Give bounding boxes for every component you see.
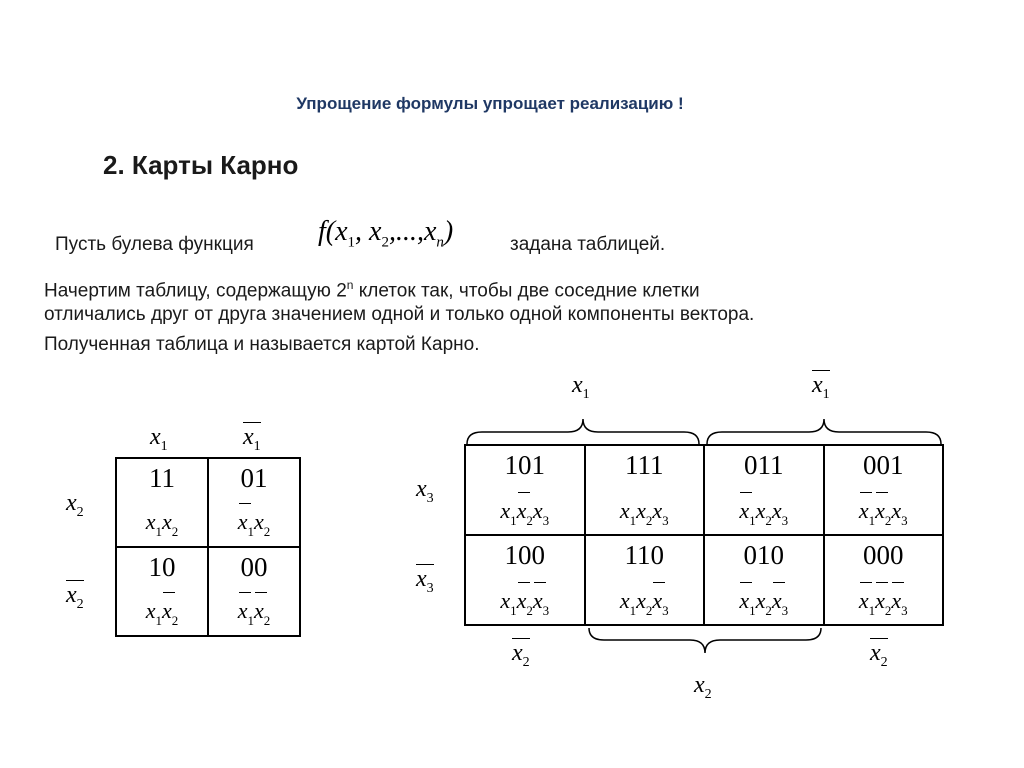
large-cell-010 bbox=[704, 535, 824, 625]
large-group-label-not-x1: $x_1$ bbox=[812, 372, 830, 402]
small-cell-10 bbox=[116, 547, 208, 636]
large-cell-code: 100 bbox=[504, 540, 545, 570]
large-cell-term: $x_1x_2$ $x_3$ bbox=[586, 588, 704, 617]
brace-bottom-x2 bbox=[588, 626, 822, 656]
small-cell-11 bbox=[116, 458, 208, 547]
small-row-label-x2: $x_2$ bbox=[66, 490, 84, 520]
large-cell-100 bbox=[465, 535, 585, 625]
small-map-grid bbox=[115, 457, 301, 637]
large-cell-code: 001 bbox=[863, 450, 904, 480]
large-cell-term: $x_1$ $x_2x_3$ bbox=[466, 498, 584, 527]
large-cell-term: $x_1$ $x_2$ $x_3$ bbox=[466, 588, 584, 617]
paragraph-line-1-pre: Начертим таблицу, содержащую 2 bbox=[44, 280, 347, 302]
intro-text-before: Пусть булева функция bbox=[55, 234, 254, 255]
large-cell-code: 011 bbox=[744, 450, 784, 480]
formula-f: f bbox=[318, 216, 326, 247]
formula-x1: $x_1$ bbox=[335, 216, 356, 251]
section-title: 2. Карты Карно bbox=[103, 150, 299, 180]
small-cell-term: $x_1$ $x_2$ bbox=[117, 598, 207, 627]
large-cell-code: 010 bbox=[743, 540, 784, 570]
small-col-label-not-x1: $x_1$ bbox=[243, 424, 261, 454]
large-cell-term: $x_1x_2$ $x_3$ bbox=[705, 588, 823, 617]
large-cell-101 bbox=[465, 445, 585, 535]
large-map-grid bbox=[464, 444, 944, 626]
headline: Упрощение формулы упрощает реализацию ! bbox=[296, 94, 684, 113]
small-cell-code: 00 bbox=[240, 552, 268, 582]
large-cell-term: $x_1x_2x_3$ bbox=[705, 498, 823, 527]
small-cell-term: $x_1x_2$ bbox=[209, 509, 299, 538]
formula-x2: $x_2$ bbox=[369, 216, 389, 251]
small-cell-term: $x_1x_2$ bbox=[145, 509, 179, 540]
large-cell-term: $x_1x_2x_3$ bbox=[619, 498, 669, 529]
large-cell-code: 000 bbox=[863, 540, 904, 570]
large-bottom-label-x2: $x_2$ bbox=[694, 672, 712, 702]
paragraph-line-2: отличались друг от друга значением одной и только одной компоненты вектора. bbox=[44, 304, 755, 325]
large-bottom-label-not-x2-left: $x_2$ bbox=[512, 640, 530, 670]
large-cell-110 bbox=[585, 535, 705, 625]
brace-top-not-x1 bbox=[706, 416, 942, 446]
small-row-label-not-x2: $x_2$ bbox=[66, 582, 84, 612]
small-cell-00 bbox=[208, 547, 300, 636]
large-bottom-label-not-x2-right: $x_2$ bbox=[870, 640, 888, 670]
large-group-label-x1: $x_1$ bbox=[572, 372, 590, 402]
small-cell-term: $x_1$ $x_2$ bbox=[209, 598, 299, 627]
large-cell-term: $x_1$ $x_2$ $x_3$ bbox=[825, 588, 943, 617]
paragraph-superscript: n bbox=[346, 278, 354, 292]
large-cell-code: 110 bbox=[624, 540, 664, 570]
paragraph-line-1-post: клеток так, чтобы две соседние клетки bbox=[353, 280, 700, 302]
function-formula: $f(x_1$, $x_2,...,x_n$) bbox=[318, 216, 454, 251]
small-col-label-x1: $x_1$ bbox=[150, 424, 168, 454]
large-cell-code: 111 bbox=[625, 450, 664, 480]
large-cell-term: $x_1$ $x_2x_3$ bbox=[825, 498, 943, 527]
brace-top-x1 bbox=[466, 416, 700, 446]
small-cell-code: 10 bbox=[148, 552, 176, 582]
large-row-label-not-x3: $x_3$ bbox=[416, 566, 434, 596]
intro-text-after: задана таблицей. bbox=[510, 234, 666, 255]
large-cell-111 bbox=[585, 445, 705, 535]
small-cell-code: 11 bbox=[149, 463, 175, 493]
small-cell-code: 01 bbox=[240, 463, 268, 493]
paragraph-line-3: Полученная таблица и называется картой Карно. bbox=[44, 334, 480, 355]
large-cell-011 bbox=[704, 445, 824, 535]
large-cell-code: 101 bbox=[504, 450, 545, 480]
formula-xn: $x_n$ bbox=[423, 216, 444, 251]
small-cell-01 bbox=[208, 458, 300, 547]
large-cell-000 bbox=[824, 535, 944, 625]
large-row-label-x3: $x_3$ bbox=[416, 476, 434, 506]
large-cell-001 bbox=[824, 445, 944, 535]
